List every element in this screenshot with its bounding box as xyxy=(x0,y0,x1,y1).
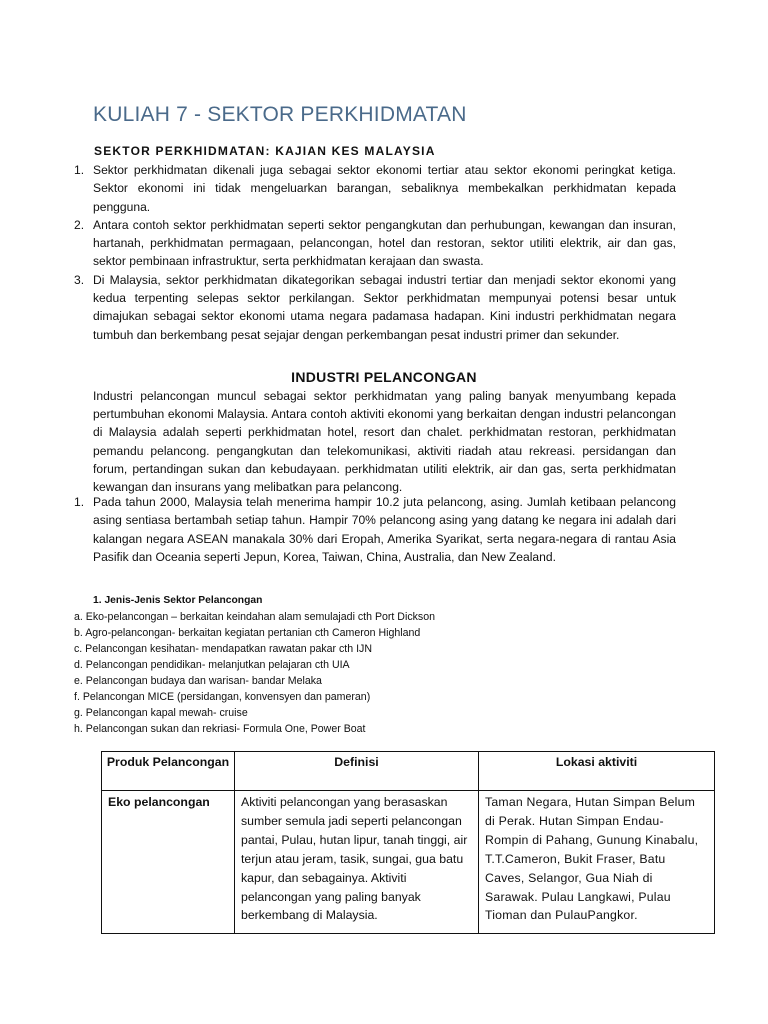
list-number: 3. xyxy=(74,272,85,287)
list-item: c. Pelancongan kesihatan- mendapatkan rawatan pakar cth IJN xyxy=(74,642,372,655)
section-heading-tourism: INDUSTRI PELANCONGAN xyxy=(291,369,477,385)
list-item: e. Pelancongan budaya dan warisan- bandar Melaka xyxy=(74,674,322,687)
list-number: 2. xyxy=(74,217,85,232)
list-item: g. Pelancongan kapal mewah- cruise xyxy=(74,706,248,719)
table-cell-product: Eko pelancongan xyxy=(102,791,235,934)
list-item xyxy=(74,493,676,566)
tourism-types-list xyxy=(74,610,435,738)
table-cell-definition: Aktiviti pelancongan yang berasaskan sumber semula jadi seperti pelancongan pantai, Pulau, hutan lipur, tanah tinggi, air terjun atau jeram, tasik, sungai, gua batu kapur, dan sebagainya. Aktiviti pelancongan yang paling banyak berkembang di Malaysia. xyxy=(235,791,479,934)
list-item: d. Pelancongan pendidikan- melanjutkan pelajaran cth UIA xyxy=(74,658,350,671)
list-text: Antara contoh sektor perkhidmatan seperti sektor pengangkutan dan perhubungan, kewangan dan insuran, hartanah, perkhidmatan permagaan, pelancongan, hotel dan restoran, sektor utiliti elektrik, air dan gas, sektor pembinaan infrastruktur, serta perkhidmatan kerajaan dan swasta. xyxy=(93,217,676,269)
list-item xyxy=(74,161,676,216)
table-cell-location: Taman Negara, Hutan Simpan Belum di Perak. Hutan Simpan Endau- Rompin di Pahang, Gunung Kinabalu, T.T.Cameron, Bukit Fraser, Batu Caves, Selangor, Gua Niah di Sarawak. Pulau Langkawi, Pulau Tioman dan PulauPangkor. xyxy=(479,791,715,934)
table-header-cell: Definisi xyxy=(235,752,479,791)
list-item: b. Agro-pelancongan- berkaitan kegiatan pertanian cth Cameron Highland xyxy=(74,626,421,639)
table-header-row xyxy=(102,752,715,791)
tourism-types-heading: 1. Jenis-Jenis Sektor Pelancongan xyxy=(93,595,263,606)
list-text: Sektor perkhidmatan dikenali juga sebagai sektor ekonomi tertiar atau sektor ekonomi peringkat ketiga. Sektor ekonomi ini tidak mengeluarkan barangan, sebaliknya membekalkan perkhidmatan kepada pengguna. xyxy=(93,163,676,214)
list-number: 1. xyxy=(74,495,85,509)
table-header-cell: Produk Pelancongan xyxy=(102,752,235,791)
tourism-products-table xyxy=(101,751,715,934)
list-item xyxy=(74,271,676,344)
table-header-cell: Lokasi aktiviti xyxy=(479,752,715,791)
page-title: KULIAH 7 - SEKTOR PERKHIDMATAN xyxy=(93,103,467,126)
list-text: Di Malaysia, sektor perkhidmatan dikategorikan sebagai industri tertiar dan menjadi sektor ekonomi yang kedua terpenting selepas sektor perkilangan. Sektor perkhidmatan mempunyai potensi besar untuk dimajukan sebagai sektor ekonomi utama negara padamasa hadapan. Kini industri perkhidmatan negara tumbuh dan berkembang pesat sejajar dengan perkembangan pesat industri primer dan sekunder. xyxy=(93,272,676,342)
services-list xyxy=(74,161,676,344)
list-item xyxy=(74,216,676,271)
section-heading-services: SEKTOR PERKHIDMATAN: KAJIAN KES MALAYSIA xyxy=(94,144,436,158)
list-number: 1. xyxy=(74,163,85,177)
list-item: h. Pelancongan sukan dan rekriasi- Formula One, Power Boat xyxy=(74,722,366,735)
list-item: f. Pelancongan MICE (persidangan, konvensyen dan pameran) xyxy=(74,690,371,703)
table-row xyxy=(102,791,715,934)
list-text: Pada tahun 2000, Malaysia telah menerima hampir 10.2 juta pelancong, asing. Jumlah ketibaan pelancong asing sentiasa bertambah setiap tahun. Hampir 70% pelancong asing yang datang ke negara ini adalah dari kalangan negara ASEAN manakala 30% dari Eropah, Amerika Syarikat, serta negara-negara di rantau Asia Pasifik dan Oceania seperti Jepun, Korea, Taiwan, China, Australia, dan New Zealand. xyxy=(93,495,676,564)
tourism-list xyxy=(74,493,676,566)
tourism-intro-paragraph: Industri pelancongan muncul sebagai sektor perkhidmatan yang paling banyak menyumbang kepada pertumbuhan ekonomi Malaysia. Antara contoh aktiviti ekonomi yang berkaitan dengan industri pelancongan di Malaysia adalah seperti perkhidmatan hotel, resort dan chalet. perkhidmatan restoran, perkhidmatan pemandu pelancong. pengangkutan dan telekomunikasi, aktiviti riadah atau rekreasi. persidangan dan forum, pertandingan sukan dan kebudayaan. perkhidmatan utiliti elektrik, air dan gas, serta perkhidmatan kewangan dan insurans yang melibatkan para pelancong. xyxy=(93,389,676,495)
list-item: a. Eko-pelancongan – berkaitan keindahan alam semulajadi cth Port Dickson xyxy=(74,611,435,623)
